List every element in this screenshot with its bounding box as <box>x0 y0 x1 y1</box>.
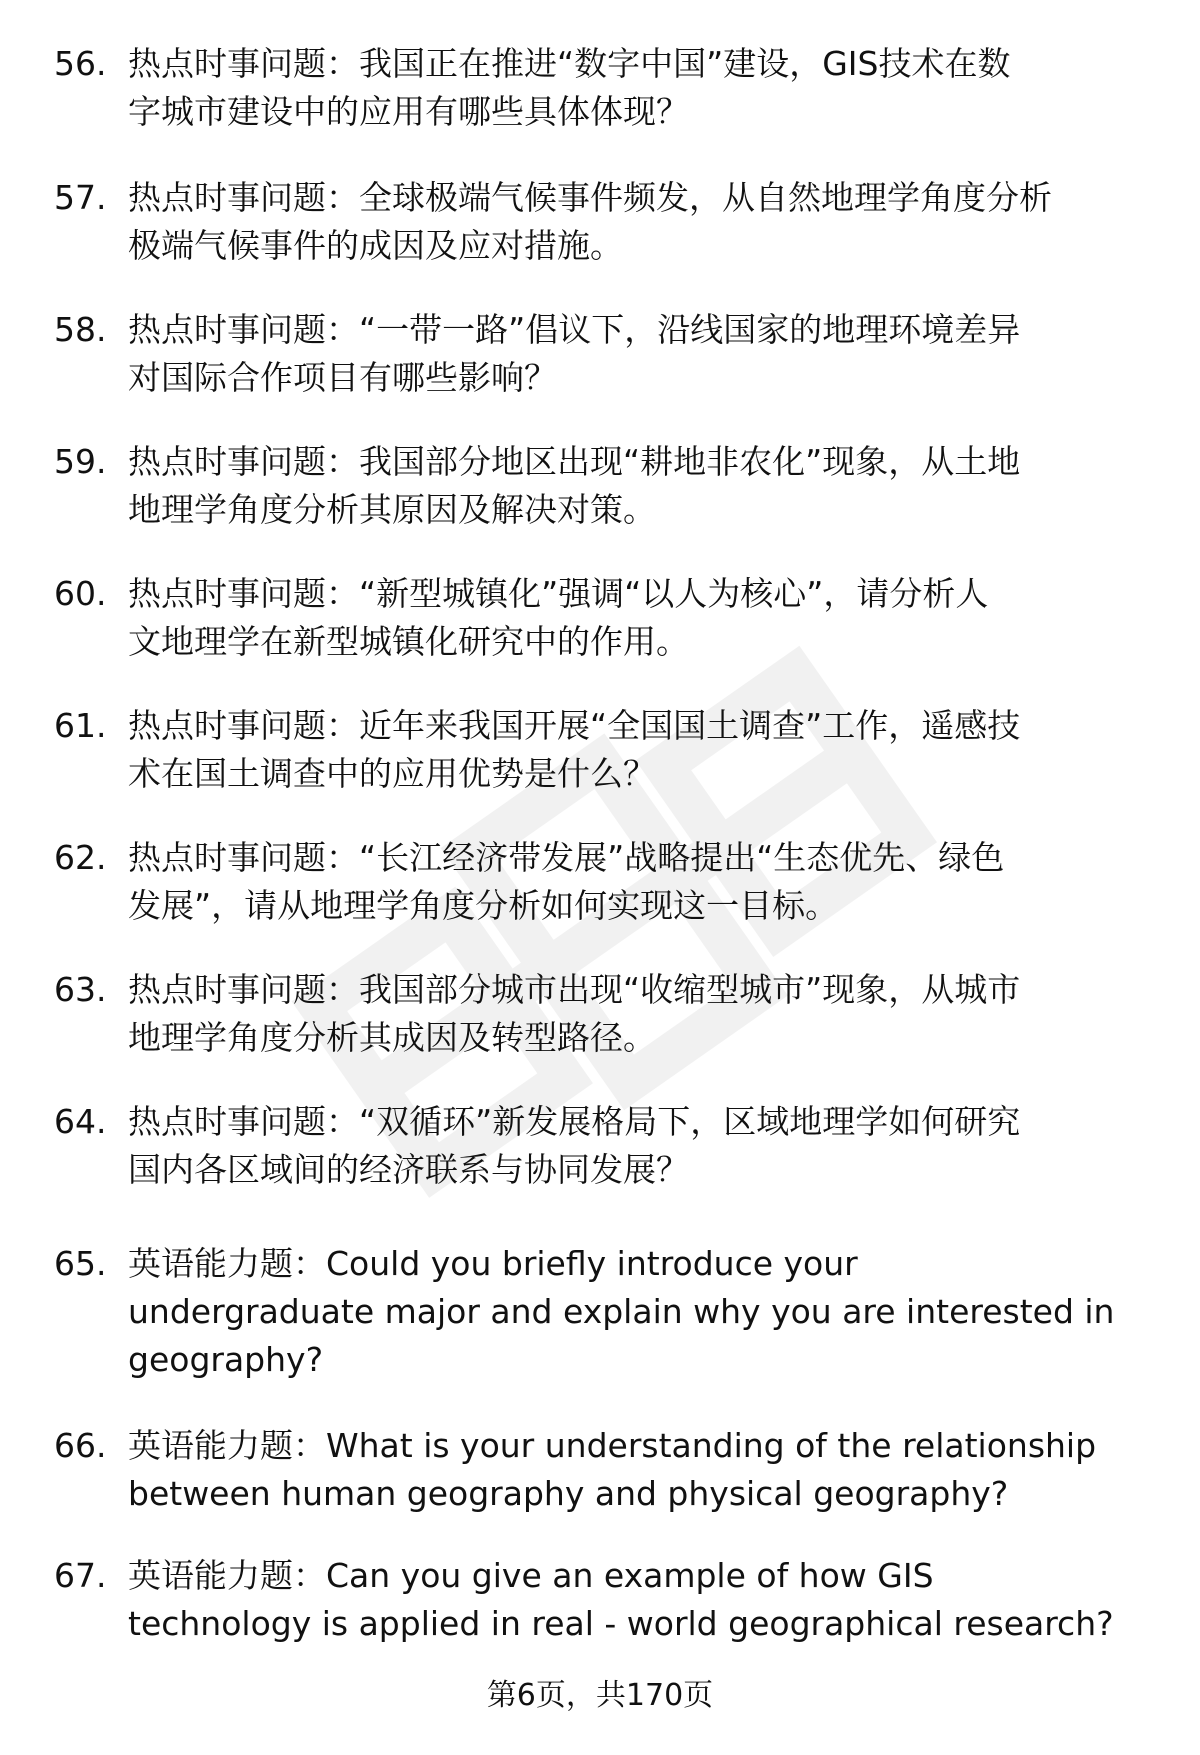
page-footer: 第6页，共170页 <box>486 1678 714 1713</box>
question-text <box>128 702 1168 798</box>
question-line: 术在国土调查中的应用优势是什么？ <box>128 754 656 793</box>
question-line: 对国际合作项目有哪些影响？ <box>128 358 557 397</box>
question-line: 热点时事问题：我国部分城市出现“收缩型城市”现象，从城市 <box>128 970 1021 1009</box>
question-number: 65. <box>54 1244 107 1283</box>
question-line: 热点时事问题：近年来我国开展“全国国土调查”工作，遥感技 <box>128 706 1021 745</box>
question-line: geography? <box>128 1340 324 1379</box>
question-text <box>128 966 1168 1062</box>
question-text <box>128 40 1168 136</box>
question-line: 极端气候事件的成因及应对措施。 <box>128 226 623 265</box>
question-line: 英语能力题：Could you briefly introduce your <box>128 1244 858 1283</box>
question-line: 热点时事问题：我国正在推进“数字中国”建设，GIS技术在数 <box>128 44 1011 83</box>
question-text <box>128 1552 1168 1648</box>
question-line: 英语能力题：Can you give an example of how GIS <box>128 1556 934 1595</box>
question-line: 字城市建设中的应用有哪些具体体现？ <box>128 92 689 131</box>
question-line: technology is applied in real - world geographical research? <box>128 1604 1114 1643</box>
question-text <box>128 1240 1168 1384</box>
question-number: 61. <box>54 706 107 745</box>
question-line: 地理学角度分析其原因及解决对策。 <box>128 490 656 529</box>
question-line: 热点时事问题：我国部分地区出现“耕地非农化”现象，从土地 <box>128 442 1021 481</box>
question-text <box>128 570 1168 666</box>
question-line: 地理学角度分析其成因及转型路径。 <box>128 1018 656 1057</box>
question-text <box>128 306 1168 402</box>
question-number: 66. <box>54 1426 107 1465</box>
question-text <box>128 1098 1168 1194</box>
question-text <box>128 438 1168 534</box>
question-line: 英语能力题：What is your understanding of the relationship <box>128 1426 1097 1465</box>
question-text <box>128 834 1168 930</box>
question-line: 热点时事问题：“一带一路”倡议下，沿线国家的地理环境差异 <box>128 310 1021 349</box>
question-line: 热点时事问题：“新型城镇化”强调“以人为核心”，请分析人 <box>128 574 989 613</box>
question-line: 热点时事问题：“长江经济带发展”战略提出“生态优先、绿色 <box>128 838 1005 877</box>
question-number: 62. <box>54 838 107 877</box>
question-text <box>128 1422 1168 1518</box>
question-number: 57. <box>54 178 107 217</box>
question-number: 64. <box>54 1102 107 1141</box>
question-line: 文地理学在新型城镇化研究中的作用。 <box>128 622 689 661</box>
question-line: undergraduate major and explain why you are interested in <box>128 1292 1115 1331</box>
question-text <box>128 174 1168 270</box>
question-number: 63. <box>54 970 107 1009</box>
question-line: 热点时事问题：“双循环”新发展格局下，区域地理学如何研究 <box>128 1102 1021 1141</box>
question-number: 59. <box>54 442 107 481</box>
question-number: 67. <box>54 1556 107 1595</box>
question-number: 60. <box>54 574 107 613</box>
question-line: between human geography and physical geography? <box>128 1474 1009 1513</box>
question-line: 国内各区域间的经济联系与协同发展？ <box>128 1150 689 1189</box>
question-number: 58. <box>54 310 107 349</box>
question-line: 热点时事问题：全球极端气候事件频发，从自然地理学角度分析 <box>128 178 1052 217</box>
question-number: 56. <box>54 44 107 83</box>
question-line: 发展”，请从地理学角度分析如何实现这一目标。 <box>128 886 839 925</box>
